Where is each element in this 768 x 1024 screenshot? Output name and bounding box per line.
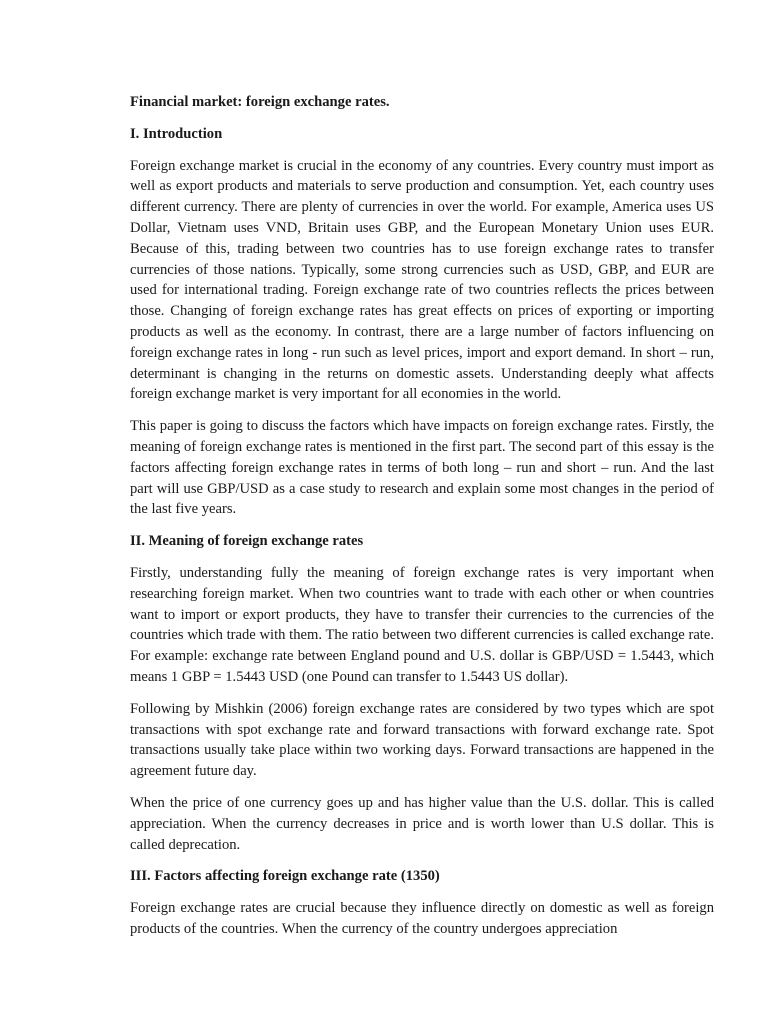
section-heading-meaning: II. Meaning of foreign exchange rates — [130, 533, 364, 550]
paragraph: Following by Mishkin (2006) foreign exchange rates are considered by two types which are spot transactions with spot exchange rate and forward transactions with forward exchange rate. Spot transactions usually take place within two working days. Forward transactions are happened in the agreement future day. — [130, 700, 714, 780]
paragraph: Firstly, understanding fully the meaning of foreign exchange rates is very important when researching foreign market. When two countries want to trade with each other or when countries want to import or export products, they have to transfer their currencies to the currencies of the countries which trade with them. The ratio between two different currencies is called exchange rate. For example: exchange rate between England pound and U.S. dollar is GBP/USD = 1.5443, which means 1 GBP = 1.5443 USD (one Pound can transfer to 1.5443 US dollar). — [130, 564, 714, 685]
paragraph: This paper is going to discuss the factors which have impacts on foreign exchange rates. Firstly, the meaning of foreign exchange rates is mentioned in the first part. The second part of this essay is the factors affecting foreign exchange rates in terms of both long – run and short – run. And the last part will use GBP/USD as a case study to research and explain some most changes in the period of the last five years. — [130, 418, 714, 518]
paragraph: Foreign exchange market is crucial in the economy of any countries. Every country must import as well as export products and materials to serve production and consumption. Yet, each country uses different currency. There are plenty of currencies in over the world. For example, America uses US Dollar, Vietnam uses VND, Britain uses GBP, and the European Monetary Union uses EUR. Because of this, trading between two countries has to use foreign exchange rates to transfer currencies of those nations. Typically, some strong currencies such as USD, GBP, and EUR are used for international trading. Foreign exchange rate of two countries reflects the prices between those. Changing of foreign exchange rates has great effects on prices of exporting or importing products as well as the economy. In contrast, there are a large number of factors influencing on foreign exchange rates in long - run such as level prices, import and export demand. In short – run, determinant is changing in the returns on domestic assets. Understanding deeply what affects foreign exchange market is very important for all economies in the world. — [130, 157, 714, 403]
paragraph: Foreign exchange rates are crucial because they influence directly on domestic as well as foreign products of the countries. When the currency of the country undergoes appreciation — [130, 900, 714, 937]
section-heading-factors: III. Factors affecting foreign exchange rate (1350) — [130, 868, 440, 885]
document-page — [130, 92, 714, 951]
document-title: Financial market: foreign exchange rates. — [130, 94, 390, 110]
paragraph: When the price of one currency goes up and has higher value than the U.S. dollar. This is called appreciation. When the currency decreases in price and is worth lower than U.S dollar. This is called deprecation. — [130, 794, 714, 853]
section-heading-introduction: I. Introduction — [130, 125, 223, 142]
